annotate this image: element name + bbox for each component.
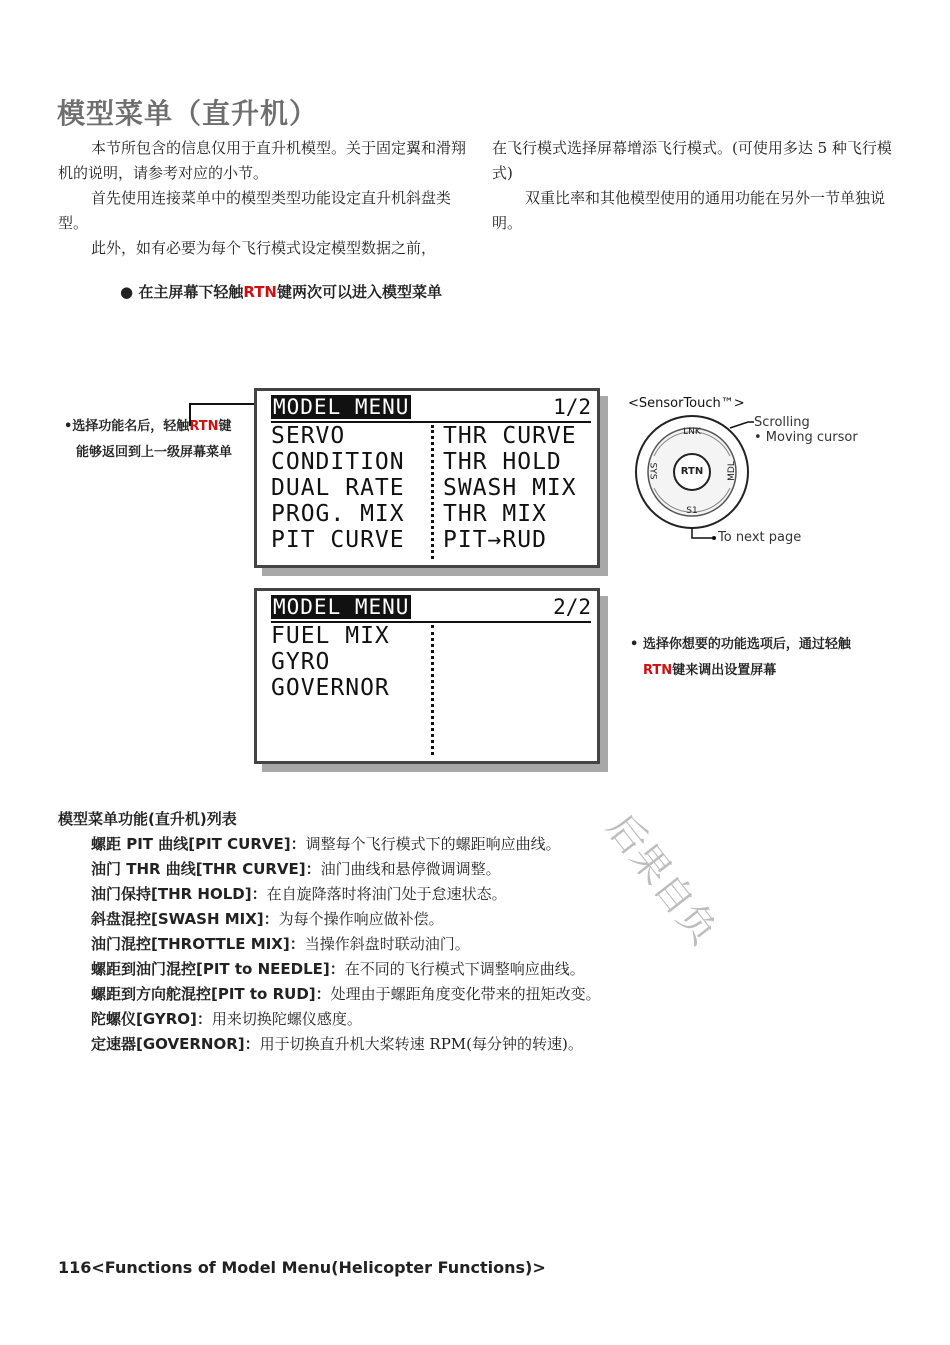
- intro-right-column: [492, 136, 897, 236]
- sensor-touch-title: <SensorTouch™>: [628, 396, 745, 411]
- menu-item-thr-mix[interactable]: THR MIX: [443, 501, 547, 527]
- callout-lines-icon: [690, 418, 760, 548]
- sys-button[interactable]: SYS: [647, 462, 658, 480]
- lnk-button[interactable]: LNK: [683, 427, 701, 437]
- next-page-label: To next page: [718, 530, 802, 545]
- s1-button[interactable]: S1: [686, 506, 698, 516]
- rtn-key-label: RTN: [243, 283, 277, 301]
- menu-item-fuel-mix[interactable]: FUEL MIX: [271, 623, 390, 649]
- list-item: 油门保持[THR HOLD]：在自旋降落时将油门处于怠速状态。: [91, 885, 507, 903]
- menu-item-servo[interactable]: SERVO: [271, 423, 346, 449]
- watermark: 后果自负: [598, 805, 727, 953]
- menu-item-swash-mix[interactable]: SWASH MIX: [443, 475, 577, 501]
- column-divider: [431, 425, 434, 559]
- bullet-dot-icon: ●: [120, 283, 139, 301]
- page-title: 模型菜单（直升机）: [57, 97, 319, 130]
- select-note: • 选择你想要的功能选项后，通过轻触 RTN键来调出设置屏幕: [630, 637, 851, 678]
- intro-paragraph: 本节所包含的信息仅用于直升机模型。关于固定翼和滑翔机的说明，请参考对应的小节。: [58, 139, 467, 182]
- menu-item-thr-hold[interactable]: THR HOLD: [443, 449, 562, 475]
- intro-paragraph: 双重比率和其他模型使用的通用功能在另外一节单独说明。: [492, 189, 886, 232]
- return-note: •选择功能名后，轻触RTN键 能够返回到上一级屏幕菜单: [64, 419, 233, 460]
- list-item: 定速器[GOVERNOR]：用于切换直升机大桨转速 RPM(每分钟的转速)。: [91, 1035, 583, 1053]
- list-item: 油门混控[THROTTLE MIX]：当操作斜盘时联动油门。: [91, 935, 470, 953]
- function-list: [91, 832, 891, 1057]
- rtn-button[interactable]: RTN: [680, 466, 704, 477]
- menu-item-thr-curve[interactable]: THR CURVE: [443, 423, 577, 449]
- menu-item-prog-mix[interactable]: PROG. MIX: [271, 501, 405, 527]
- list-item: 螺距到油门混控[PIT to NEEDLE]：在不同的飞行模式下调整响应曲线。: [91, 960, 585, 978]
- list-item: 螺距 PIT 曲线[PIT CURVE]：调整每个飞行模式下的螺距响应曲线。: [91, 835, 561, 853]
- menu-column-left: [271, 623, 390, 701]
- menu-column-right: [443, 423, 577, 553]
- screen-title: MODEL MENU: [273, 595, 410, 619]
- mdl-button[interactable]: MDL: [726, 461, 737, 481]
- model-menu-screen-page-2: [254, 588, 600, 764]
- menu-item-condition[interactable]: CONDITION: [271, 449, 405, 475]
- screen-title: MODEL MENU: [273, 395, 410, 419]
- list-item: 陀螺仪[GYRO]：用来切换陀螺仪感度。: [91, 1010, 362, 1028]
- page-footer: 116<Functions of Model Menu(Helicopter Functions)>: [58, 1258, 546, 1277]
- menu-item-dual-rate[interactable]: DUAL RATE: [271, 475, 405, 501]
- column-divider: [431, 625, 434, 755]
- main-bullet-note: ● 在主屏幕下轻触RTN键两次可以进入模型菜单: [120, 283, 443, 301]
- list-item: 螺距到方向舵混控[PIT to RUD]：处理由于螺距角度变化带来的扭矩改变。: [91, 985, 601, 1003]
- intro-left-column: [58, 136, 470, 261]
- screen-page-indicator: 2/2: [553, 595, 591, 619]
- intro-paragraph: 此外，如有必要为每个飞行模式设定模型数据之前，: [91, 239, 437, 257]
- list-item: 油门 THR 曲线[THR CURVE]：油门曲线和悬停微调调整。: [91, 860, 501, 878]
- menu-item-governor[interactable]: GOVERNOR: [271, 675, 390, 701]
- menu-column-left: [271, 423, 405, 553]
- menu-item-pit-curve[interactable]: PIT CURVE: [271, 527, 405, 553]
- menu-item-pit-rud[interactable]: PIT→RUD: [443, 527, 547, 553]
- model-menu-screen-page-1: [254, 388, 600, 568]
- intro-paragraph: 首先使用连接菜单中的模型类型功能设定直升机斜盘类型。: [58, 189, 452, 232]
- list-item: 斜盘混控[SWASH MIX]：为每个操作响应做补偿。: [91, 910, 444, 928]
- screen-page-indicator: 1/2: [553, 395, 591, 419]
- section-title: 模型菜单功能(直升机)列表: [58, 810, 237, 828]
- menu-item-gyro[interactable]: GYRO: [271, 649, 331, 675]
- intro-paragraph: 在飞行模式选择屏幕增添飞行模式。(可使用多达 5 种飞行模式): [492, 139, 892, 182]
- scrolling-label: Scrolling • Moving cursor: [754, 415, 858, 445]
